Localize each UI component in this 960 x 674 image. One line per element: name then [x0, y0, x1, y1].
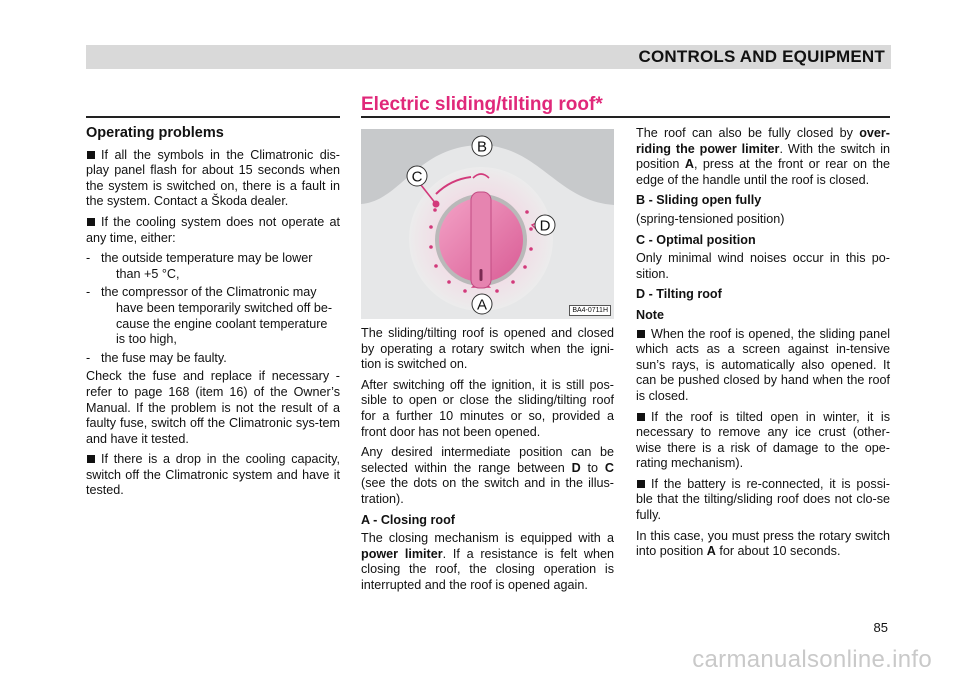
subheading-optimal-position: C - Optimal position	[636, 232, 756, 247]
paragraph: Check the fuse and replace if necessary - refer to page 168 (item 16) of the Owner’s Manual. If the problem is not the result of a faulty fuse, switch off the Climatronic sys-tem and have it tested.	[86, 369, 340, 446]
rotary-switch-figure	[361, 129, 614, 319]
bullet-paragraph: If the cooling system does not operate at any time, either:	[86, 214, 340, 245]
bullet-square-icon	[87, 151, 95, 159]
header-title: CONTROLS AND EQUIPMENT	[638, 47, 885, 66]
paragraph: Only minimal wind noises occur in this po-sition.	[636, 251, 890, 281]
paragraph: The sliding/tilting roof is opened and closed by operating a rotary switch when the igni-tion is switched on.	[361, 326, 614, 372]
bullet-square-icon	[87, 455, 95, 463]
bullet-square-icon	[637, 330, 645, 338]
operating-problems-heading: Operating problems	[86, 125, 224, 141]
note-heading: Note	[636, 307, 664, 322]
dash-item: - the compressor of the Climatronic may have been temporarily switched off be- cause the engine coolant temperature is too high,	[86, 285, 333, 347]
watermark: carmanualsonline.info	[692, 646, 932, 673]
column-right	[636, 126, 890, 565]
bullet-paragraph: If all the symbols in the Climatronic dis-play panel flash for about 15 seconds when the system is switched on, there is a fault in the system. Contact a Škoda dealer.	[86, 147, 340, 209]
label-b	[472, 136, 492, 156]
page-number: 85	[873, 620, 888, 635]
figure-id: BA4-0711H	[569, 305, 611, 316]
label-d	[535, 215, 555, 235]
bullet-paragraph: If there is a drop in the cooling capacity, switch off the Climatronic system and have it tested.	[86, 452, 340, 498]
header-band	[86, 45, 891, 69]
svg-text:A: A	[476, 296, 488, 314]
bullet-square-icon	[637, 413, 645, 421]
paragraph: After switching off the ignition, it is still pos-sible to open or close the sliding/tilting roof for a further 10 minutes or so, provided a front door has not been opened.	[361, 377, 614, 439]
column-rule-left	[86, 116, 340, 118]
subheading-closing-roof: A - Closing roof	[361, 512, 455, 527]
bullet-paragraph: When the roof is opened, the sliding panel which acts as a screen against in-tensive sun’s rays, is automatically also opened. It can be pushed closed by hand when the roof is closed.	[636, 326, 890, 403]
svg-text:C: C	[411, 168, 423, 186]
bullet-square-icon	[87, 218, 95, 226]
subheading-sliding-open: B - Sliding open fully	[636, 193, 762, 208]
dash-item: - the outside temperature may be lower than +5 °C,	[86, 251, 313, 281]
column-left	[86, 126, 340, 504]
paragraph: Any desired intermediate position can be selected within the range between D to C (see the dots on the switch and in the illus-tration).	[361, 445, 614, 506]
paragraph: The roof can also be fully closed by over-riding the power limiter. With the switch in position A, press at the front or rear on the edge of the handle until the roof is closed.	[636, 126, 890, 187]
bullet-square-icon	[637, 480, 645, 488]
label-c	[407, 166, 427, 186]
paragraph: (spring-tensioned position)	[636, 211, 785, 226]
svg-text:B: B	[476, 138, 488, 156]
label-a	[472, 294, 492, 314]
rotary-switch-illustration	[361, 129, 614, 319]
bullet-paragraph: If the roof is tilted open in winter, it is necessary to remove any ice crust (other-wise there is a risk of damage to the ope-rating mechanism).	[636, 409, 890, 471]
section-title: Electric sliding/tilting roof*	[361, 94, 603, 115]
bullet-paragraph: If the battery is re-connected, it is possi-ble that the tilting/sliding roof does not clo-se fully.	[636, 476, 890, 523]
subheading-tilting-roof: D - Tilting roof	[636, 287, 722, 302]
section-rule	[361, 116, 890, 118]
paragraph: The closing mechanism is equipped with a power limiter. If a resistance is felt when closing the roof, the closing operation is interrupted and the roof is opened again.	[361, 531, 614, 592]
paragraph: In this case, you must press the rotary switch into position A for about 10 seconds.	[636, 528, 890, 559]
knob-indicator	[480, 269, 483, 281]
dash-item: - the fuse may be faulty.	[86, 350, 227, 365]
column-middle	[361, 326, 614, 599]
svg-text:D: D	[539, 217, 551, 235]
